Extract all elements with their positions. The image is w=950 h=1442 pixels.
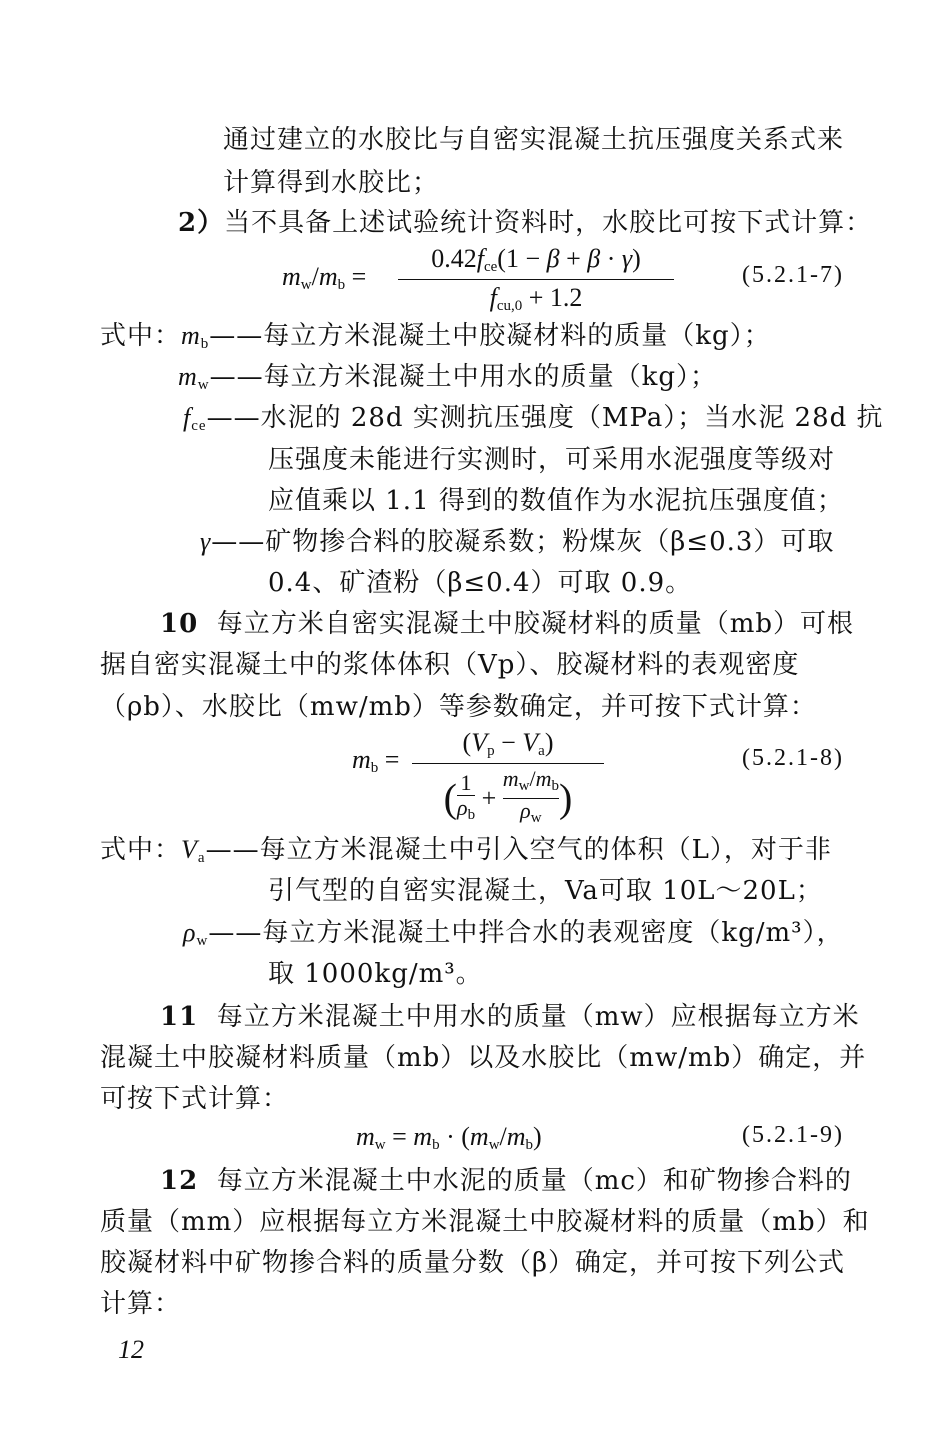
text-line: 式中：$V_a——$每立方米混凝土中引入空气的体积（L），对于非: [100, 835, 832, 866]
equation-number: (5.2.1-8): [742, 745, 844, 771]
text-line: $f_{ce}——$水泥的 28d 实测抗压强度（MPa）；当水泥 28d 抗: [183, 403, 884, 434]
numerator: $(V_p - V_a)$: [462, 728, 554, 759]
text-line: 压强度未能进行实测时，可采用水泥强度等级对: [268, 445, 836, 475]
text-line: 0.4、矿渣粉（β≤0.4）可取 0.9。: [268, 568, 693, 598]
denominator: $(\frac{1}{\rho_b} + \frac{m_w/m_b}{\rho_w})$: [443, 766, 573, 826]
formula-fraction: [412, 728, 604, 830]
symbol: $V_a$: [181, 835, 206, 866]
text-line: 取 1000kg/m³。: [268, 959, 483, 989]
equation-number: (5.2.1-9): [742, 1122, 844, 1148]
formula: $m_w = m_b \cdot (m_w/m_b)$: [356, 1122, 542, 1153]
item-number: 2）: [178, 208, 225, 238]
symbol: $f_{ce}$: [183, 403, 207, 434]
text-line: 式中：$m_b——$每立方米混凝土中胶凝材料的质量（kg）；: [100, 321, 771, 352]
text-line: 据自密实混凝土中的浆体体积（Vp）、胶凝材料的表观密度: [100, 650, 800, 680]
text-line: 引气型的自密实混凝土，Va可取 10L～20L；: [268, 876, 823, 906]
symbol: $\rho_w$: [183, 918, 209, 949]
formula-lhs: $m_b$ =: [352, 745, 400, 776]
text-line: 2）当不具备上述试验统计资料时，水胶比可按下式计算：: [178, 208, 873, 238]
text-line: 计算：: [100, 1289, 182, 1319]
item-number: 11: [160, 1002, 199, 1032]
text-line: 11 每立方米混凝土中用水的质量（mw）应根据每立方米: [160, 1002, 860, 1032]
text-line: 通过建立的水胶比与自密实混凝土抗压强度关系式来: [223, 125, 845, 155]
page-number: 12: [118, 1335, 144, 1364]
text-line: 计算得到水胶比；: [223, 168, 440, 198]
text-line: 混凝土中胶凝材料质量（mb）以及水胶比（mw/mb）确定，并: [100, 1043, 867, 1073]
symbol: $m_w$: [178, 362, 210, 393]
text-line: γ——矿物掺合料的胶凝系数；粉煤灰（β≤0.3）可取: [200, 527, 835, 557]
equation-number: (5.2.1-7): [742, 262, 844, 288]
item-number: 12: [160, 1166, 199, 1196]
text-line: 10 每立方米自密实混凝土中胶凝材料的质量（mb）可根: [160, 609, 855, 639]
text-line: 可按下式计算：: [100, 1084, 290, 1114]
text-line: 12 每立方米混凝土中水泥的质量（mc）和矿物掺合料的: [160, 1166, 852, 1196]
denominator: $f_{cu,0} + 1.2$: [489, 283, 583, 314]
symbol: γ: [200, 527, 212, 556]
numerator: $0.42f_{ce}(1 - \beta + \beta \cdot \gamma)$: [431, 244, 641, 275]
item-number: 10: [160, 609, 199, 639]
formula-lhs: $m_w/m_b$ =: [282, 262, 367, 293]
text-line: $m_w——$每立方米混凝土中用水的质量（kg）；: [178, 362, 718, 393]
text-line: 胶凝材料中矿物掺合料的质量分数（β）确定，并可按下列公式: [100, 1248, 846, 1278]
text-line: $\rho_w——$每立方米混凝土中拌合水的表观密度（kg/m³），: [183, 918, 844, 949]
text-line: 应值乘以 1.1 得到的数值作为水泥抗压强度值；: [268, 486, 844, 516]
formula-fraction: [398, 244, 674, 315]
text-line: 质量（mm）应根据每立方米混凝土中胶凝材料的质量（mb）和: [100, 1207, 870, 1237]
text-line: （ρb）、水胶比（mw/mb）等参数确定，并可按下式计算：: [100, 692, 817, 722]
symbol: $m_b$: [181, 321, 210, 352]
